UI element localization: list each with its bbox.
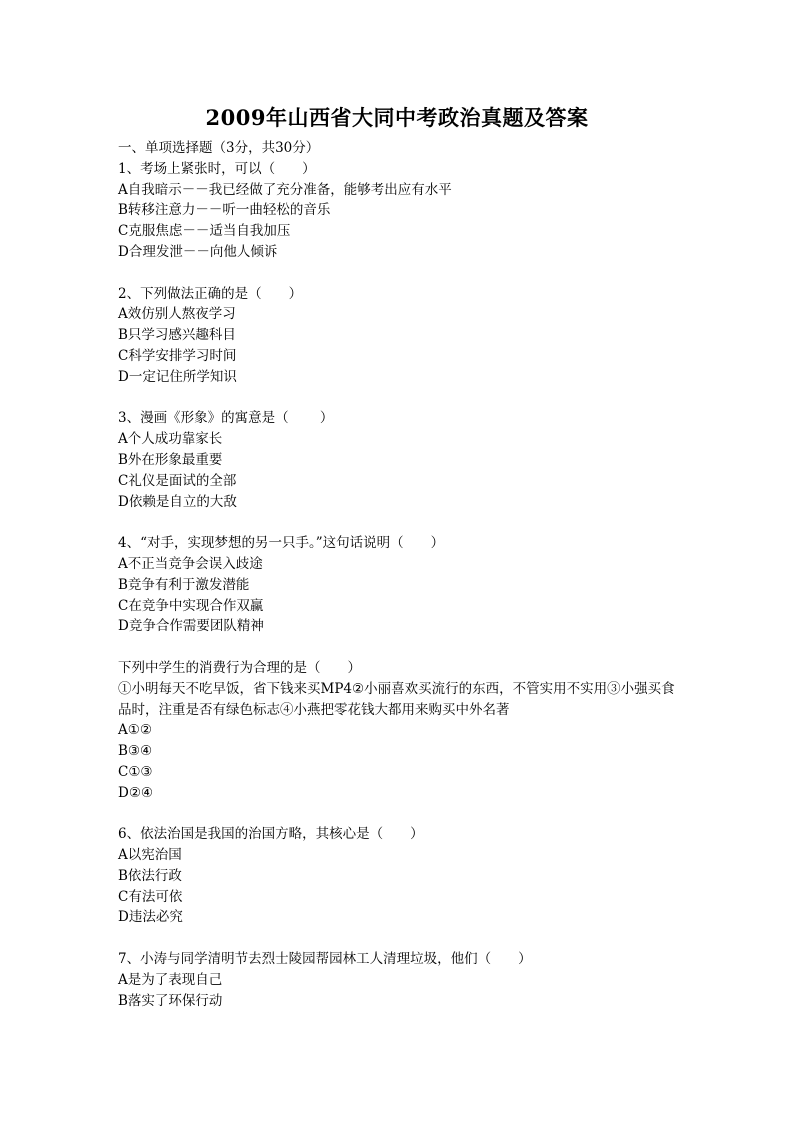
option-d: D违法必究: [118, 909, 183, 926]
document-title: 2009年山西省大同中考政治真题及答案: [205, 105, 589, 130]
question-3: [118, 408, 688, 512]
option-b: B依法行政: [118, 867, 182, 884]
section-heading: 一、单项选择题（3分，共30分）: [118, 140, 320, 156]
question-7: [118, 949, 688, 1011]
option-b: B落实了环保行动: [118, 992, 223, 1009]
question-stem: 4、“对手，实现梦想的另一只手。”这句话说明（ ）: [118, 535, 445, 552]
option-c: C在竞争中实现合作双赢: [118, 597, 264, 614]
spacer: [118, 512, 688, 533]
option-d: D②④: [118, 784, 154, 801]
option-b: B转移注意力－－听一曲轻松的音乐: [118, 202, 331, 219]
option-b: B外在形象最重要: [118, 451, 223, 468]
spacer: [118, 388, 688, 409]
question-6: [118, 824, 688, 928]
option-a: A①②: [118, 722, 152, 739]
option-d: D依赖是自立的大敌: [118, 493, 237, 510]
spacer: [118, 263, 688, 284]
question-stem: 下列中学生的消费行为合理的是（ ）: [118, 659, 361, 676]
question-stem: 6、依法治国是我国的治国方略，其核心是（ ）: [118, 826, 424, 843]
question-5: [118, 658, 688, 804]
question-body: ①小明每天不吃早饭，省下钱来买MP4②小丽喜欢买流行的东西，不管实用不实用③小强买食品时，注重是否有绿色标志④小燕把零花钱大都用来购买中外名著: [118, 680, 675, 718]
question-2: [118, 284, 688, 388]
option-c: C有法可依: [118, 888, 183, 905]
option-a: A个人成功靠家长: [118, 431, 223, 448]
option-a: A是为了表现自己: [118, 971, 223, 988]
option-a: A效仿别人熬夜学习: [118, 306, 236, 323]
spacer: [118, 804, 688, 825]
option-b: B只学习感兴趣科目: [118, 327, 236, 344]
option-c: C①③: [118, 763, 153, 780]
question-stem: 2、下列做法正确的是（ ）: [118, 285, 303, 302]
option-d: D一定记住所学知识: [118, 368, 237, 385]
option-b: B③④: [118, 743, 153, 760]
option-d: D合理发泄－－向他人倾诉: [118, 243, 278, 260]
option-a: A以宪治国: [118, 847, 182, 864]
question-stem: 1、考场上紧张时，可以（ ）: [118, 160, 316, 177]
document-content: [118, 138, 688, 1011]
option-c: C克服焦虑－－适当自我加压: [118, 223, 291, 240]
question-1: [118, 159, 688, 263]
option-b: B竞争有利于激发潜能: [118, 576, 250, 593]
option-c: C礼仪是面试的全部: [118, 472, 237, 489]
option-a: A不正当竞争会误入歧途: [118, 555, 263, 572]
question-stem: 7、小涛与同学清明节去烈士陵园帮园林工人清理垃圾，他们（ ）: [118, 951, 532, 968]
spacer: [118, 928, 688, 949]
question-4: [118, 533, 688, 637]
spacer: [118, 637, 688, 658]
option-d: D竞争合作需要团队精神: [118, 618, 264, 635]
option-a: A自我暗示－－我已经做了充分准备，能够考出应有水平: [118, 181, 452, 198]
option-c: C科学安排学习时间: [118, 347, 237, 364]
question-stem: 3、漫画《形象》的寓意是（ ）: [118, 410, 334, 427]
